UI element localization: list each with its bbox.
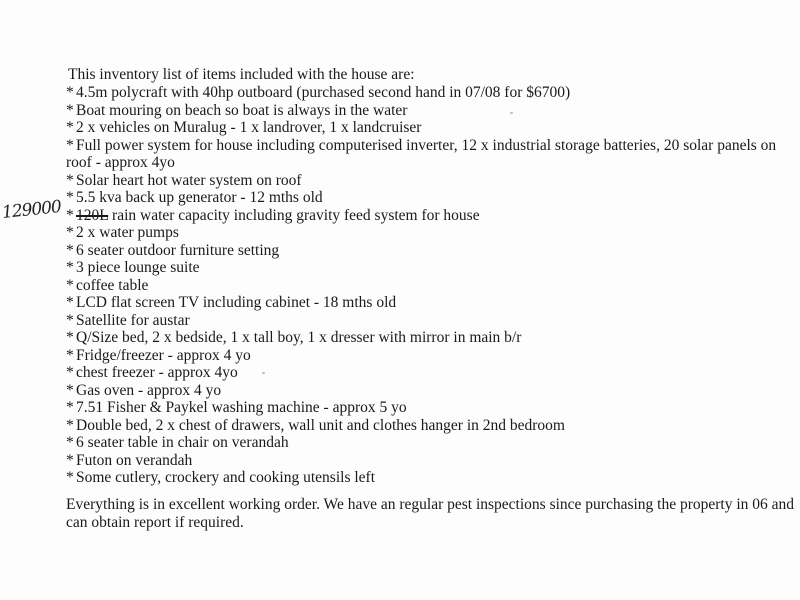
list-item: * Solar heart hot water system on roof: [66, 171, 302, 189]
scan-speck: [510, 112, 513, 114]
list-item: * Satellite for austar: [66, 311, 190, 329]
bullet: *: [66, 119, 74, 136]
bullet: *: [66, 241, 74, 259]
list-item: * chest freezer - approx 4yo: [66, 364, 238, 381]
intro-text: This inventory list of items included with the house are:: [68, 66, 415, 83]
bullet: *: [66, 311, 74, 329]
list-item: * Boat mouring on beach so boat is always in the water: [66, 101, 408, 119]
bullet: *: [66, 381, 74, 399]
bullet: *: [66, 346, 74, 364]
bullet: *: [66, 84, 74, 101]
bullet: *: [66, 101, 74, 119]
list-item: * coffee table: [66, 276, 149, 294]
handwritten-price-note: 129000: [1, 196, 62, 224]
bullet: *: [66, 469, 74, 486]
bullet: *: [66, 276, 74, 294]
bullet: *: [66, 189, 74, 206]
bullet: *: [66, 136, 74, 154]
list-item: * 120L rain water capacity including gravity feed system for house: [66, 206, 480, 224]
list-item: * Futon on verandah: [66, 451, 193, 469]
list-item: * 5.5 kva back up generator - 12 mths old: [66, 189, 323, 206]
list-item: * Fridge/freezer - approx 4 yo: [66, 346, 251, 364]
bullet: *: [66, 329, 74, 346]
closing-paragraph: Everything is in excellent working order. We have an regular pest inspections since purchasing the property in 06 and can obtain report if required.: [66, 496, 795, 531]
scan-speck: [262, 372, 265, 374]
list-item: * Full power system for house including computerised inverter, 12 x industrial storage batteries, 20 solar panels on roof - approx 4yo: [66, 136, 777, 171]
list-item: * 3 piece lounge suite: [66, 259, 200, 276]
bullet: *: [66, 171, 74, 189]
bullet: *: [66, 224, 74, 241]
list-item: * 6 seater table in chair on verandah: [66, 434, 289, 451]
list-item: * 6 seater outdoor furniture setting: [66, 241, 280, 259]
inventory-list: [66, 84, 796, 487]
list-item: * LCD flat screen TV including cabinet - 18 mths old: [66, 294, 397, 311]
list-item: * Gas oven - approx 4 yo: [66, 381, 222, 399]
bullet: *: [66, 399, 74, 416]
list-item: * 2 x vehicles on Muralug - 1 x landrover, 1 x landcruiser: [66, 119, 422, 136]
bullet: *: [66, 434, 74, 451]
list-item: * Some cutlery, crockery and cooking utensils left: [66, 469, 376, 486]
list-item: * 4.5m polycraft with 40hp outboard (purchased second hand in 07/08 for $6700): [66, 84, 571, 101]
list-item: * Double bed, 2 x chest of drawers, wall unit and clothes hanger in 2nd bedroom: [66, 416, 565, 434]
bullet: *: [66, 259, 74, 276]
list-item: * 7.51 Fisher & Paykel washing machine - approx 5 yo: [66, 399, 407, 416]
list-item: * Q/Size bed, 2 x bedside, 1 x tall boy, 1 x dresser with mirror in main b/r: [66, 329, 522, 346]
bullet: *: [66, 416, 74, 434]
list-item: * 2 x water pumps: [66, 224, 179, 241]
bullet: *: [66, 451, 74, 469]
bullet: *: [66, 294, 74, 311]
bullet: *: [66, 206, 74, 224]
bullet: *: [66, 364, 74, 381]
struck-text: 120L: [76, 206, 109, 224]
